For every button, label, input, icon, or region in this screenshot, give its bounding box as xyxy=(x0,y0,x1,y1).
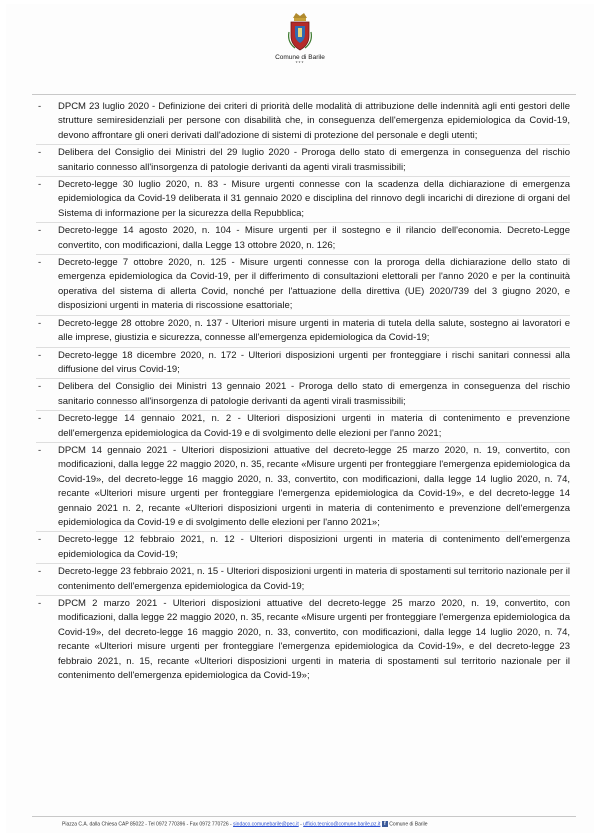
footer-separator: - xyxy=(298,821,304,828)
list-item: - DPCM 23 luglio 2020 - Definizione dei criteri di priorità delle modalità di attribuzione delle indennità agli enti gestori delle strutture semiresidenziali per persone con disabilità che, in conseguenza dell'emergenza epidemiologica da Covid-19, devono affrontare gli oneri derivati dall'adozione di sistemi di protezione del personale e degli utenti; xyxy=(36,100,570,143)
footer-divider xyxy=(32,816,576,817)
item-divider xyxy=(36,222,570,223)
item-divider xyxy=(36,442,570,443)
facebook-page-label: Comune di Barile xyxy=(389,821,428,828)
list-item: - Decreto-legge 18 dicembre 2020, n. 172 - Ulteriori disposizioni urgenti per fronteggiare i rischi sanitari connessi alla diffusione del virus Covid-19; xyxy=(36,349,570,378)
footer-address: Piazza C.A. dalla Chiesa CAP 85022 - Tel 0972 770396 - Fax 0972 770726 - xyxy=(62,821,234,828)
tech-office-email-link[interactable]: ufficio.tecnico@comune.barile.pz.it xyxy=(303,821,381,828)
item-divider xyxy=(36,176,570,177)
legislation-list xyxy=(36,100,570,683)
pec-email-link[interactable]: sindaco.comunebarile@pec.it xyxy=(233,821,299,828)
list-item: - Decreto-legge 7 ottobre 2020, n. 125 - Misure urgenti connesse con la proroga della dichiarazione dello stato di emergenza epidemiologica da Covid-19, per il differimento di consultazioni elettorali per l'anno 2020 e per la continuità operativa del sistema di allerta Covid, nonché per l'attuazione della direttiva (UE) 2020/739 del 3 giugno 2020, e disposizioni urgenti in materia di riscossione esattoriale; xyxy=(36,256,570,314)
letterhead-footer xyxy=(62,821,562,827)
header-stars: *** xyxy=(295,61,305,67)
item-divider xyxy=(36,531,570,532)
facebook-icon: f xyxy=(382,821,388,827)
list-item: - DPCM 2 marzo 2021 - Ulteriori disposizioni attuative del decreto-legge 25 marzo 2020, n. 19, convertito, con modificazioni, dalla legge 22 maggio 2020, n. 35, recante «Misure urgenti per fronteggiare l'emergenza epidemiologica da Covid-19», del decreto-legge 16 maggio 2020, n. 33, convertito, con modificazioni, dalla legge 14 luglio 2020, n. 74, recante «Ulteriori misure urgenti per fronteggiare l'emergenza epidemiologica da Covid-19», e del decreto-legge 23 febbraio 2021, n. 15, recante «Ulteriori disposizioni urgenti in materia di spostamenti sul territorio nazionale per il contenimento dell'emergenza epidemiologica da Covid-19»; xyxy=(36,597,570,683)
municipality-name: Comune di Barile xyxy=(275,54,325,61)
list-item: - Decreto-legge 23 febbraio 2021, n. 15 - Ulteriori disposizioni urgenti in materia di spostamenti sul territorio nazionale per il contenimento dell'emergenza epidemiologica da Covid-19; xyxy=(36,565,570,594)
item-divider xyxy=(36,378,570,379)
item-divider xyxy=(36,347,570,348)
item-divider xyxy=(36,410,570,411)
list-item: - Delibera del Consiglio dei Ministri del 29 luglio 2020 - Proroga dello stato di emergenza in conseguenza del rischio sanitario connesso all'insorgenza di patologie derivanti da agenti virali trasmissibili; xyxy=(36,146,570,175)
item-divider xyxy=(36,254,570,255)
letterhead xyxy=(6,12,594,67)
header-divider xyxy=(32,94,576,95)
list-item: - Decreto-legge 30 luglio 2020, n. 83 - Misure urgenti connesse con la scadenza della dichiarazione di emergenza epidemiologica da Covid-19 deliberata il 31 gennaio 2020 e disciplina del rinnovo degli incarichi di direzione di organi del Sistema di informazione per la sicurezza della Repubblica; xyxy=(36,178,570,221)
document-page xyxy=(6,4,594,833)
list-item: - Decreto-legge 12 febbraio 2021, n. 12 - Ulteriori disposizioni urgenti in materia di contenimento dell'emergenza epidemiologica da Covid-19; xyxy=(36,533,570,562)
list-item: - Delibera del Consiglio dei Ministri 13 gennaio 2021 - Proroga dello stato di emergenza in conseguenza del rischio sanitario connesso all'insorgenza di patologie derivanti da agenti virali trasmissibili; xyxy=(36,380,570,409)
municipal-crest-icon xyxy=(285,12,315,52)
item-divider xyxy=(36,595,570,596)
item-divider xyxy=(36,315,570,316)
list-item: - Decreto-legge 14 agosto 2020, n. 104 - Misure urgenti per il sostegno e il rilancio dell'economia. Decreto-Legge convertito, con modificazioni, dalla Legge 13 ottobre 2020, n. 126; xyxy=(36,224,570,253)
item-divider xyxy=(36,563,570,564)
list-item: - Decreto-legge 28 ottobre 2020, n. 137 - Ulteriori misure urgenti in materia di tutela della salute, sostegno ai lavoratori e alle imprese, giustizia e sicurezza, connesse all'emergenza epidemiologica da Covid-19; xyxy=(36,317,570,346)
list-item: - DPCM 14 gennaio 2021 - Ulteriori disposizioni attuative del decreto-legge 25 marzo 2020, n. 19, convertito, con modificazioni, dalla legge 22 maggio 2020, n. 35, recante «Misure urgenti per fronteggiare l'emergenza epidemiologica da Covid-19», del decreto-legge 16 maggio 2020, n. 33, convertito, con modificazioni, dalla legge 14 luglio 2020, n. 74, recante «Ulteriori misure urgenti per fronteggiare l'emergenza epidemiologica da Covid-19», e del decreto-legge 14 gennaio 2021 n. 2, recante «Ulteriori disposizioni urgenti in materia di contenimento e prevenzione dell'emergenza epidemiologica da Covid-19 e di svolgimento delle elezioni per l'anno 2021»; xyxy=(36,444,570,530)
list-item: - Decreto-legge 14 gennaio 2021, n. 2 - Ulteriori disposizioni urgenti in materia di contenimento e prevenzione dell'emergenza epidemiologica da Covid-19 e di svolgimento delle elezioni per l'anno 2021; xyxy=(36,412,570,441)
item-divider xyxy=(36,144,570,145)
